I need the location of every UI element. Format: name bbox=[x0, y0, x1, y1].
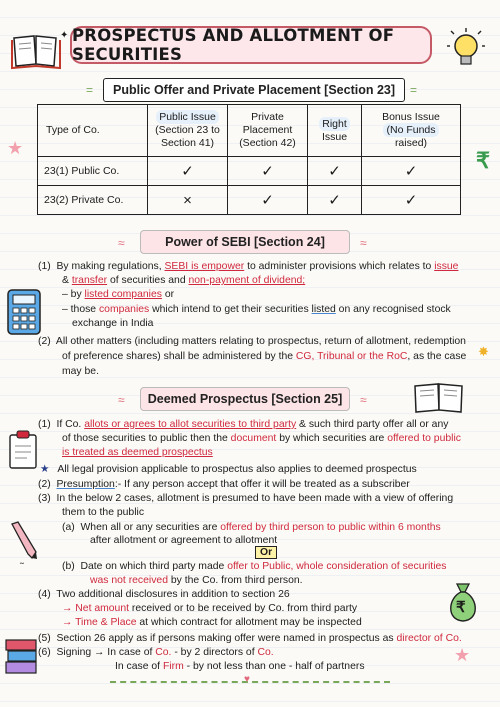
table-row bbox=[38, 186, 461, 215]
deemed-line-3-cont: them to the public bbox=[62, 507, 145, 518]
sebi-bullet-2-cont: exchange in India bbox=[72, 318, 154, 329]
footer-divider bbox=[110, 681, 390, 683]
check-mark: ✓ bbox=[308, 186, 362, 215]
open-book-icon bbox=[10, 30, 62, 70]
deemed-case-a-cont: after allotment or agreement to allotment bbox=[90, 535, 278, 546]
row-label: 23(1) Public Co. bbox=[38, 157, 148, 186]
check-mark: ✓ bbox=[148, 157, 228, 186]
deemed-star-line: ★ All legal provision applicable to prospectus also applies to deemed prospectus bbox=[40, 464, 417, 475]
or-label: Or bbox=[255, 546, 277, 560]
dash-decoration: ≈ bbox=[360, 393, 366, 407]
section-header-deemed: Deemed Prospectus [Section 25] bbox=[140, 387, 350, 411]
sebi-bullet-1: – by listed companies or bbox=[62, 289, 175, 300]
doodle-curl-icon: ˜ bbox=[20, 560, 24, 574]
sebi-para-2: (2) All other matters (including matters relating to prospectus, return of allotment, redemption bbox=[38, 336, 466, 347]
deemed-case-b: (b) Date on which third party made offer to Public, whole consideration of securities bbox=[62, 561, 447, 572]
heart-icon: ♥ bbox=[244, 674, 250, 685]
star-bullet-icon: ★ bbox=[40, 464, 50, 475]
star-icon: ★ bbox=[7, 138, 24, 158]
sebi-para-2-cont: of preference shares) shall be administered by the CG, Tribunal or the RoC, as the case bbox=[62, 351, 467, 362]
row-label: 23(2) Private Co. bbox=[38, 186, 148, 215]
dash-decoration: = bbox=[86, 83, 93, 97]
deemed-line-4-disclosure-1: → Net amount received or to be received by Co. from third party bbox=[62, 603, 358, 614]
issue-type-table bbox=[37, 104, 461, 215]
check-mark: ✓ bbox=[308, 157, 362, 186]
open-book-icon bbox=[412, 380, 466, 414]
sebi-para-1-cont: & transfer of securities and non-payment of dividend; bbox=[62, 275, 306, 286]
cross-mark: × bbox=[148, 186, 228, 215]
deemed-line-3: (3) In the below 2 cases, allotment is presumed to have been made with a view of offering bbox=[38, 493, 454, 504]
section-header-sebi: Power of SEBI [Section 24] bbox=[140, 230, 350, 254]
deemed-line-1-end: is treated as deemed prospectus bbox=[62, 447, 213, 458]
table-header-row bbox=[38, 105, 461, 157]
check-mark: ✓ bbox=[228, 157, 308, 186]
deemed-line-4-disclosure-2: → Time & Place at which contract for allotment may be inspected bbox=[62, 617, 362, 628]
deemed-case-a: (a) When all or any securities are offered by third person to public within 6 months bbox=[62, 522, 441, 533]
check-mark: ✓ bbox=[362, 186, 461, 215]
stacked-books-icon bbox=[4, 636, 38, 678]
check-mark: ✓ bbox=[362, 157, 461, 186]
rupee-icon: ₹ bbox=[456, 599, 466, 616]
deemed-line-5: (5) Section 26 apply as if persons making offer were named in prospectus as director of Co. bbox=[38, 633, 462, 644]
star-icon: ✸ bbox=[478, 344, 489, 359]
column-header-private-placement: Private Placement (Section 42) bbox=[228, 105, 308, 157]
column-header-bonus-issue: Bonus Issue (No Funds raised) bbox=[362, 105, 461, 157]
star-icon: ★ bbox=[454, 645, 471, 665]
dash-decoration: = bbox=[410, 83, 417, 97]
deemed-line-2: (2) Presumption:- If any person accept that offer it will be treated as a subscriber bbox=[38, 479, 410, 490]
column-header-type: Type of Co. bbox=[38, 105, 148, 157]
sebi-bullet-2: – those companies which intend to get their securities listed on any recognised stock bbox=[62, 304, 451, 315]
sebi-para-1: (1) By making regulations, SEBI is empower to administer provisions which relates to issue bbox=[38, 261, 459, 272]
dash-decoration: ≈ bbox=[118, 393, 124, 407]
dash-decoration: ≈ bbox=[118, 236, 124, 250]
section-header-offer: Public Offer and Private Placement [Section 23] bbox=[103, 78, 405, 102]
deemed-line-1: (1) If Co. allots or agrees to allot securities to third party & such third party offer all or any bbox=[38, 419, 449, 430]
check-mark: ✓ bbox=[228, 186, 308, 215]
light-bulb-icon bbox=[446, 26, 486, 72]
rupee-icon: ₹ bbox=[476, 148, 490, 173]
deemed-case-b-cont: was not received by the Co. from third person. bbox=[90, 575, 303, 586]
deemed-line-6: (6) Signing → In case of Co. - by 2 directors of Co. bbox=[38, 647, 274, 658]
column-header-public-issue: Public Issue (Section 23 to Section 41) bbox=[148, 105, 228, 157]
calculator-icon bbox=[6, 288, 42, 336]
deemed-line-1-cont: of those securities to public then the document by which securities are offered to public bbox=[62, 433, 461, 444]
deemed-line-6-cont: In case of Firm - by not less than one - half of partners bbox=[115, 661, 365, 672]
deemed-line-4: (4) Two additional disclosures in addition to section 26 bbox=[38, 589, 290, 600]
sparkle-icon: ✦ bbox=[60, 30, 69, 41]
page-title: PROSPECTUS AND ALLOTMENT OF SECURITIES bbox=[70, 26, 432, 64]
column-header-right-issue: Right Issue bbox=[308, 105, 362, 157]
dash-decoration: ≈ bbox=[360, 236, 366, 250]
table-row bbox=[38, 157, 461, 186]
pencil-icon bbox=[6, 520, 40, 560]
clipboard-icon bbox=[8, 430, 38, 470]
sebi-para-2-end: may be. bbox=[62, 366, 99, 377]
